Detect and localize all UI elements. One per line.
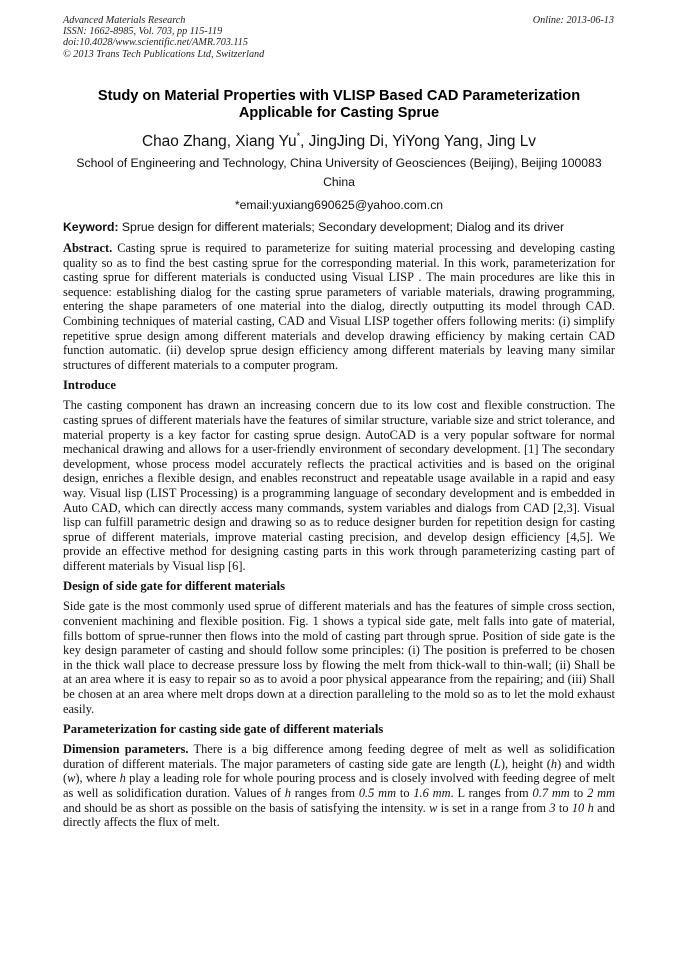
section-heading-side-gate: Design of side gate for different materials xyxy=(63,579,285,594)
author-list xyxy=(63,126,615,152)
h-min-value: 0.5 mm xyxy=(358,786,397,800)
journal-header xyxy=(63,15,264,60)
abstract-label: Abstract. xyxy=(63,241,113,255)
affiliation: School of Engineering and Technology, China University of Geosciences (Beijing), Beijing 100083 China xyxy=(76,156,602,189)
paper-title: Study on Material Properties with VLISP Based CAD Parameterization Applicable for Casting Sprue xyxy=(97,88,581,121)
journal-name: Advanced Materials Research xyxy=(63,15,186,26)
section-heading-introduce: Introduce xyxy=(63,378,116,393)
h-max-value: 1.6 mm xyxy=(413,786,451,800)
dimension-parameters-label: Dimension parameters. xyxy=(63,742,189,757)
keywords xyxy=(63,219,615,235)
dim-text-8: . L ranges from xyxy=(450,786,533,800)
paper-body xyxy=(63,241,615,836)
dim-text-13: and directly affects the flux of melt. xyxy=(63,800,615,830)
dim-text-10: and should be as short as possible on the basis of satisfying the intensity. xyxy=(63,800,430,815)
authors-rest: , JingJing Di, YiYong Yang, Jing Lv xyxy=(300,133,536,150)
dim-text-2: ), height ( xyxy=(500,756,551,771)
dim-text-1: There is a big difference among feeding degree of melt as well as solidification duration of different materials. The major parameters of casting side gate are length ( xyxy=(63,742,615,771)
symbol-width: w xyxy=(429,800,438,815)
l-max-value: 2 mm xyxy=(587,786,615,800)
dim-text-5: play a leading role for whole pouring process and is closely involved with feeding degree of melt as well as solidification duration. Values of xyxy=(63,771,615,800)
side-gate-paragraph: Side gate is the most commonly used sprue of different materials and has the features of simple cross section, convenient machining and flexible position. Fig. 1 shows a typical side gate, melt falls into gate of material, fills bottom of sprue-runner then flows into the mold of casting part through sprue. Position of side gate is the key design parameter of casting and should follow some principles: (i) The position is preferred to be chosen in the thick wall place to decrease pressure loss by flowing the melt from thick-wall to thin-wall; (ii) Shall be at an area where it is easy to repair so as to avoid a poor physical appearance from the repairing; and (iii) Shall be chosen at an area where melt drops down at a direction paralleling to the mold so as to let the mold exhaust easily. xyxy=(63,599,615,716)
journal-doi: doi:10.4028/www.scientific.net/AMR.703.115 xyxy=(63,37,248,49)
online-date: Online: 2013-06-13 xyxy=(532,15,614,26)
keyword-label: Keyword: xyxy=(63,220,119,234)
corresponding-mark: * xyxy=(296,131,301,141)
dim-text-3: ) and width ( xyxy=(63,756,615,786)
dim-text-11: is set in a range from xyxy=(437,800,550,815)
dim-text-4: ), where xyxy=(75,771,120,786)
journal-copyright: © 2013 Trans Tech Publications Ltd, Switzerland xyxy=(63,48,265,60)
dimension-parameters-paragraph xyxy=(63,742,615,830)
w-min-value: 3 xyxy=(549,800,556,815)
w-max-value: 10 h xyxy=(571,800,594,815)
abstract-text: Casting sprue is required to parameterize for suiting material processing and developing casting quality so as to find the best casting sprue for the corresponding material. In this work, parameterization for casting sprue for different materials is conducted using Visual LISP . The main procedures are like this in sequence: establishing dialog for the casting sprue parameters of variable materials, drawing programming, entering the shape parameters of one material into the dialog, directly outputting its model through CAD. Combining techniques of material casting, CAD and Visual LISP together offers following merits: (i) simplify repetitive sprue design among different materials and develop drawing efficiency by making certain CAD function automatic. (ii) develop sprue design efficiency among different materials by leaving many similar structures of different materials to a computer program. xyxy=(63,241,615,372)
dim-text-7: to xyxy=(396,786,414,800)
dim-text-9: to xyxy=(569,786,588,800)
symbol-height: h xyxy=(550,756,558,771)
symbol-length: L xyxy=(493,756,501,771)
section-heading-parameterization: Parameterization for casting side gate of different materials xyxy=(63,722,384,737)
introduce-paragraph: The casting component has drawn an increasing concern due to its low cost and flexible construction. The casting sprues of different materials have the features of similar structure, variable size and strict tolerance, and material property is a key factor for casting sprue design. AutoCAD is a very popular software for normal mechanical drawing and allows for a user-friendly environment of secondary development. [1] The secondary development, whose process model accurately reflects the practical activities and is based on the original design, enriches a flexible design, and enables reconstruct and repeatable usage available in a rapid and easy way. Visual lisp (LIST Processing) is a programming language of secondary development and is embedded in Auto CAD, which can directly access many commands, system variables and dialogs from CAD [2,3]. Visual lisp can fulfill parametric design and drawing so as to reduce designer burden for repetition design for casting sprue of different materials, improve material casting precision, and develop design efficiency [4,5]. We provide an effective method for designing casting parts in this work through parameterizing casting part of different materials by Visual lisp [6]. xyxy=(63,398,615,573)
l-min-value: 0.7 mm xyxy=(532,786,570,800)
journal-issn: ISSN: 1662-8985, Vol. 703, pp 115-119 xyxy=(63,26,223,38)
symbol-height: h xyxy=(284,786,291,800)
symbol-width: w xyxy=(67,771,76,786)
author-email: *email:yuxiang690625@yahoo.com.cn xyxy=(234,198,444,212)
dim-text-12: to xyxy=(555,800,572,815)
keyword-text: Sprue design for different materials; Secondary development; Dialog and its driver xyxy=(118,220,565,234)
dim-text-6: ranges from xyxy=(290,786,359,800)
symbol-height: h xyxy=(119,771,126,786)
authors-first: Chao Zhang, Xiang Yu xyxy=(142,133,297,150)
abstract-paragraph xyxy=(63,241,615,372)
